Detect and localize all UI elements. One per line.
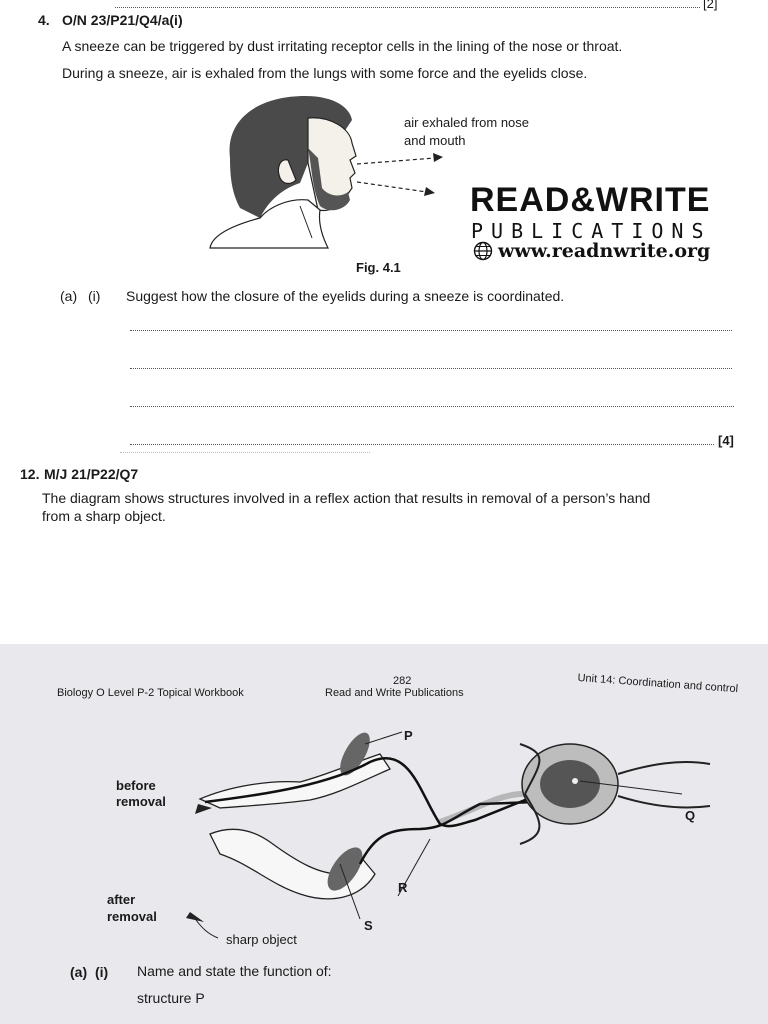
answer-line-2[interactable]	[130, 368, 732, 369]
question-4a-subpart: (i)	[88, 288, 101, 304]
faint-line	[120, 452, 370, 453]
label-s: S	[364, 918, 373, 933]
question-12-stem-line1: The diagram shows structures involved in a reflex action that results in removal of a person’s hand	[42, 490, 651, 506]
mark-previous: [2]	[703, 0, 718, 11]
question-4a-text: Suggest how the closure of the eyelids during a sneeze is coordinated.	[126, 288, 565, 304]
sharp-object-icon	[182, 910, 222, 940]
label-r: R	[398, 880, 408, 895]
sharp-object-before	[195, 804, 212, 814]
question-4-reference: O/N 23/P21/Q4/a(i)	[62, 12, 183, 28]
answer-line-4[interactable]	[130, 444, 714, 445]
question-4-number: 4.	[38, 12, 50, 28]
label-removal-after: removal	[107, 909, 157, 924]
question-12a-subpart: (i)	[95, 964, 109, 980]
question-4a-part: (a)	[60, 288, 78, 304]
answer-line-previous	[115, 0, 700, 8]
annotation-line2: and mouth	[404, 133, 466, 148]
question-4-stem-line2: During a sneeze, air is exhaled from the lungs with some force and the eyelids close.	[62, 65, 588, 81]
grey-matter	[540, 760, 600, 808]
label-p: P	[404, 728, 413, 743]
mark-question-4a: [4]	[718, 433, 734, 448]
question-12-stem-line2: from a sharp object.	[42, 508, 166, 524]
question-12a-part: (a)	[70, 964, 88, 980]
header-right: Unit 14: Coordination and control	[577, 672, 739, 696]
watermark-publications: PUBLICATIONS	[471, 219, 712, 243]
question-4-stem-line1: A sneeze can be triggered by dust irritating receptor cells in the lining of the nose or throat.	[62, 38, 623, 54]
motor-neurone	[360, 802, 535, 864]
neck-shoulders	[210, 200, 328, 248]
globe-icon	[473, 241, 493, 261]
watermark-url-row	[473, 240, 710, 262]
label-before: before	[116, 778, 156, 793]
watermark-url: www.readnwrite.org	[498, 240, 711, 262]
central-canal	[572, 778, 578, 784]
answer-line-3[interactable]	[130, 406, 734, 407]
label-removal-before: removal	[116, 794, 166, 809]
question-12-reference: M/J 21/P22/Q7	[44, 466, 139, 482]
label-sharp-object: sharp object	[226, 932, 297, 947]
annotation-line1: air exhaled from nose	[404, 115, 530, 130]
watermark-brand: READ&WRITE	[470, 181, 711, 219]
question-12-number: 12.	[20, 466, 40, 482]
header-left: Biology O Level P-2 Topical Workbook	[57, 687, 244, 699]
figure-caption: Fig. 4.1	[356, 260, 401, 275]
answer-line-1[interactable]	[130, 330, 732, 331]
page-number: 282	[393, 675, 412, 687]
second-page	[0, 644, 768, 1024]
question-12a-structure: structure P	[137, 990, 205, 1006]
question-12a-text: Name and state the function of:	[137, 963, 332, 979]
exhaled-air-arrows	[355, 152, 450, 200]
reflex-arc-diagram	[190, 724, 720, 944]
header-center: Read and Write Publications	[325, 687, 464, 699]
label-q: Q	[685, 808, 696, 823]
label-after: after	[107, 892, 136, 907]
